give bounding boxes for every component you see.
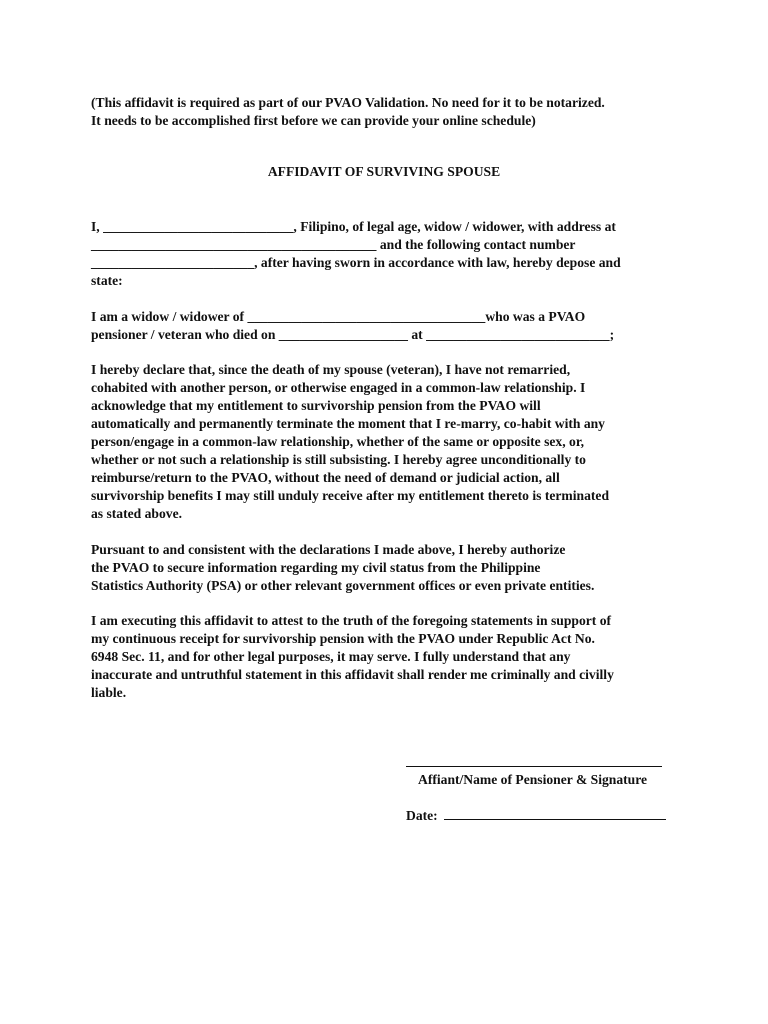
document-title: AFFIDAVIT OF SURVIVING SPOUSE [267,164,501,179]
widow-statement-paragraph: I am a widow / widower of ___________________________________who was a PVAO pensioner / veteran who died on ___________________ at ___________________________; [91,309,615,342]
declaration-paragraph: I hereby declare that, since the death of my spouse (veteran), I have not remarried, cohabited with another person, or otherwise engaged in a common-law relationship. I acknowledge that my entitlement to survivorship pension from the PVAO will automatically and permanently terminate the moment that I re-marry, co-habit with any person/engage in a common-law relationship, whether of the same or opposite sex, or, whether or not such a relationship is still subsisting. I hereby agree unconditionally to reimburse/return to the PVAO, without the need of demand or judicial action, all survivorship benefits I may still unduly receive after my entitlement thereto is terminated as stated above. [91,362,610,521]
date-line[interactable] [444,806,666,820]
authorization-paragraph: Pursuant to and consistent with the declarations I made above, I hereby authorize the PVAO to secure information regarding my civil status from the Philippine Statistics Authority (PSA) or other relevant government offices or even private entities. [91,542,595,593]
intro-paragraph: I, ____________________________, Filipino, of legal age, widow / widower, with address at __________________________________________ and the following contact number ________________________, after having sworn in accordance with law, hereby depose and state: [91,219,621,288]
attestation-paragraph: I am executing this affidavit to attest to the truth of the foregoing statements in support of my continuous receipt for survivorship pension with the PVAO under Republic Act No. 6948 Sec. 11, and for other legal purposes, it may serve. I fully understand that any inaccurate and untruthful statement in this affidavit shall render me criminally and civilly liable. [91,613,614,700]
instruction-note: (This affidavit is required as part of our PVAO Validation. No need for it to be notarized. It needs to be accomplished first before we can provide your online schedule) [91,95,605,128]
date-row [406,806,666,825]
signature-label: Affiant/Name of Pensioner & Signature [418,772,648,787]
signature-line[interactable] [406,766,662,767]
date-label: Date: [406,808,438,823]
